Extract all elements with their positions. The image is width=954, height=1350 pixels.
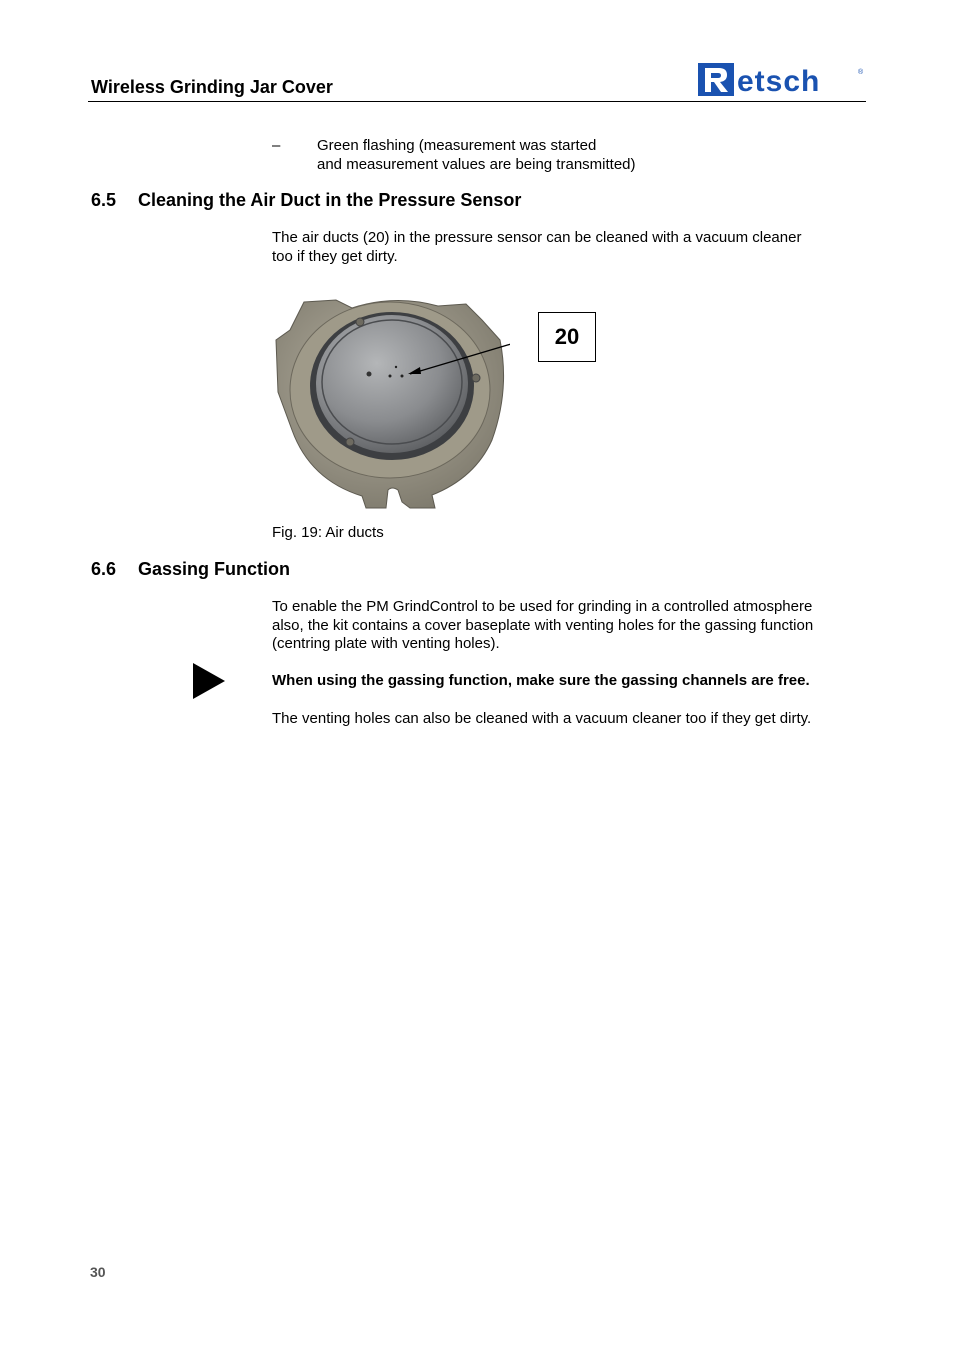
bullet-text: [317, 137, 636, 174]
bullet-line-1: Green flashing (measurement was started: [317, 137, 597, 154]
section-title: Cleaning the Air Duct in the Pressure Sensor: [138, 190, 522, 210]
bullet-line-2: and measurement values are being transmitted): [317, 155, 636, 173]
paragraph-line: (centring plate with venting holes).: [272, 635, 500, 652]
section-6-6-paragraph: [272, 598, 862, 654]
paragraph-line: also, the kit contains a cover baseplate with venting holes for the gassing function: [272, 616, 814, 634]
note-text: When using the gassing function, make sure the gassing channels are free.: [272, 672, 810, 689]
section-6-5-paragraph: [272, 229, 862, 266]
section-title: Gassing Function: [138, 559, 291, 579]
bullet-dash: –: [272, 137, 281, 154]
section-heading-6-6: [91, 559, 691, 581]
callout-label-box: 20: [538, 312, 596, 362]
svg-text:etsch: etsch: [737, 65, 821, 98]
page-number: 30: [90, 1264, 106, 1280]
arrow-right-icon: [192, 663, 226, 699]
figure-caption: Fig. 19: Air ducts: [272, 524, 384, 541]
paragraph-line: To enable the PM GrindControl to be used for grinding in a controlled atmosphere: [272, 598, 813, 615]
section-heading-6-5: [91, 190, 691, 212]
document-title: Wireless Grinding Jar Cover: [91, 77, 333, 97]
section-number: 6.6: [91, 559, 117, 579]
pressure-sensor-image: [270, 290, 510, 515]
section-6-6-paragraph-2: The venting holes can also be cleaned with a vacuum cleaner too if they get dirty.: [272, 710, 812, 727]
section-number: 6.5: [91, 190, 117, 210]
svg-text:®: ®: [858, 69, 864, 76]
paragraph-line: The air ducts (20) in the pressure sensor can be cleaned with a vacuum cleaner: [272, 229, 802, 246]
header-rule: [88, 101, 866, 102]
retsch-logo: [697, 62, 867, 98]
paragraph-line: too if they get dirty.: [272, 247, 398, 265]
